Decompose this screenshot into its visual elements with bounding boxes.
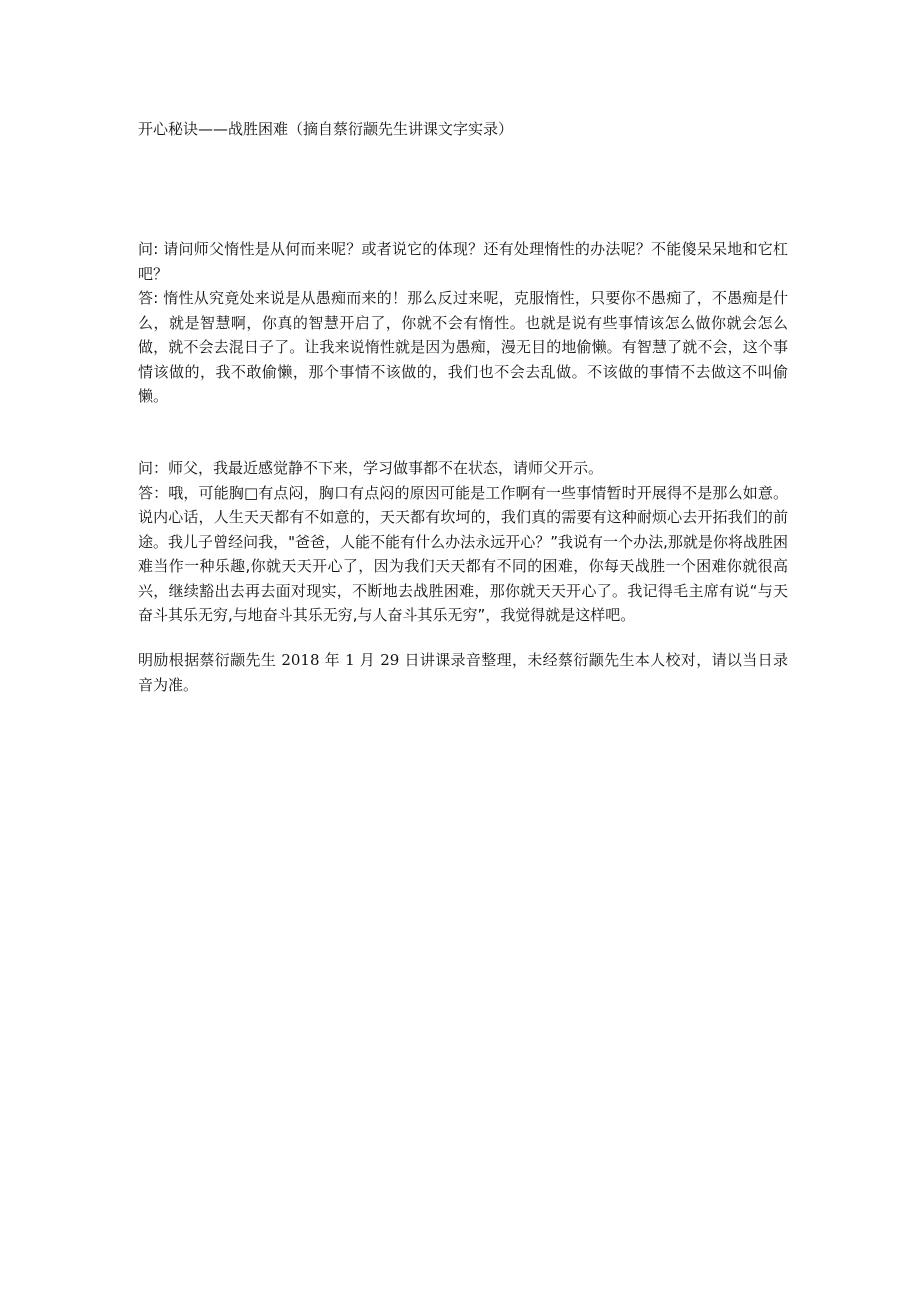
question-text: 问: 请问师父惰性是从何而来呢？或者说它的体现？还有处理惰性的办法呢？不能傻呆呆地和它杠吧？: [138, 240, 788, 283]
qa-block-2: [138, 456, 788, 628]
answer-text: 答：哦，可能胸□有点闷，胸口有点闷的原因可能是工作啊有一些事情暂时开展得不是那么如意。说内心话，人生天天都有不如意的，天天都有坎坷的，我们真的需要有这种耐烦心去开拓我们的前途。我儿子曾经问我，"爸爸，人能不能有什么办法永远开心？”我说有一个办法,那就是你将战胜困难当作一种乐趣,你就天天开心了，因为我们天天都有不同的困难，你每天战胜一个困难你就很高兴，继续豁出去再去面对现实，不断地去战胜困难，那你就天天开心了。我记得毛主席有说“与天奋斗其乐无穷,与地奋斗其乐无穷,与人奋斗其乐无穷”，我觉得就是这样吧。: [138, 483, 788, 624]
transcription-note: 明励根据蔡衍颛先生 2018 年 1 月 29 日讲课录音整理，未经蔡衍颛先生本人校对，请以当日录音为准。: [138, 651, 788, 694]
question-text: 问：师父，我最近感觉静不下来，学习做事都不在状态，请师父开示。: [138, 459, 604, 477]
document-title: 开心秘诀——战胜困难（摘自蔡衍颛先生讲课文字实录）: [138, 120, 514, 138]
qa-block-1: [138, 237, 788, 409]
answer-text: 答: 惰性从究竟处来说是从愚痴而来的！那么反过来呢，克服惰性，只要你不愚痴了，不愚痴是什么，就是智慧啊，你真的智慧开启了，你就不会有惰性。也就是说有些事情该怎么做你就会怎么做，就不会去混日子了。让我来说惰性就是因为愚痴，漫无目的地偷懒。有智慧了就不会，这个事情该做的，我不敢偷懒，那个事情不该做的，我们也不会去乱做。不该做的事情不去做这不叫偷懒。: [138, 289, 788, 405]
